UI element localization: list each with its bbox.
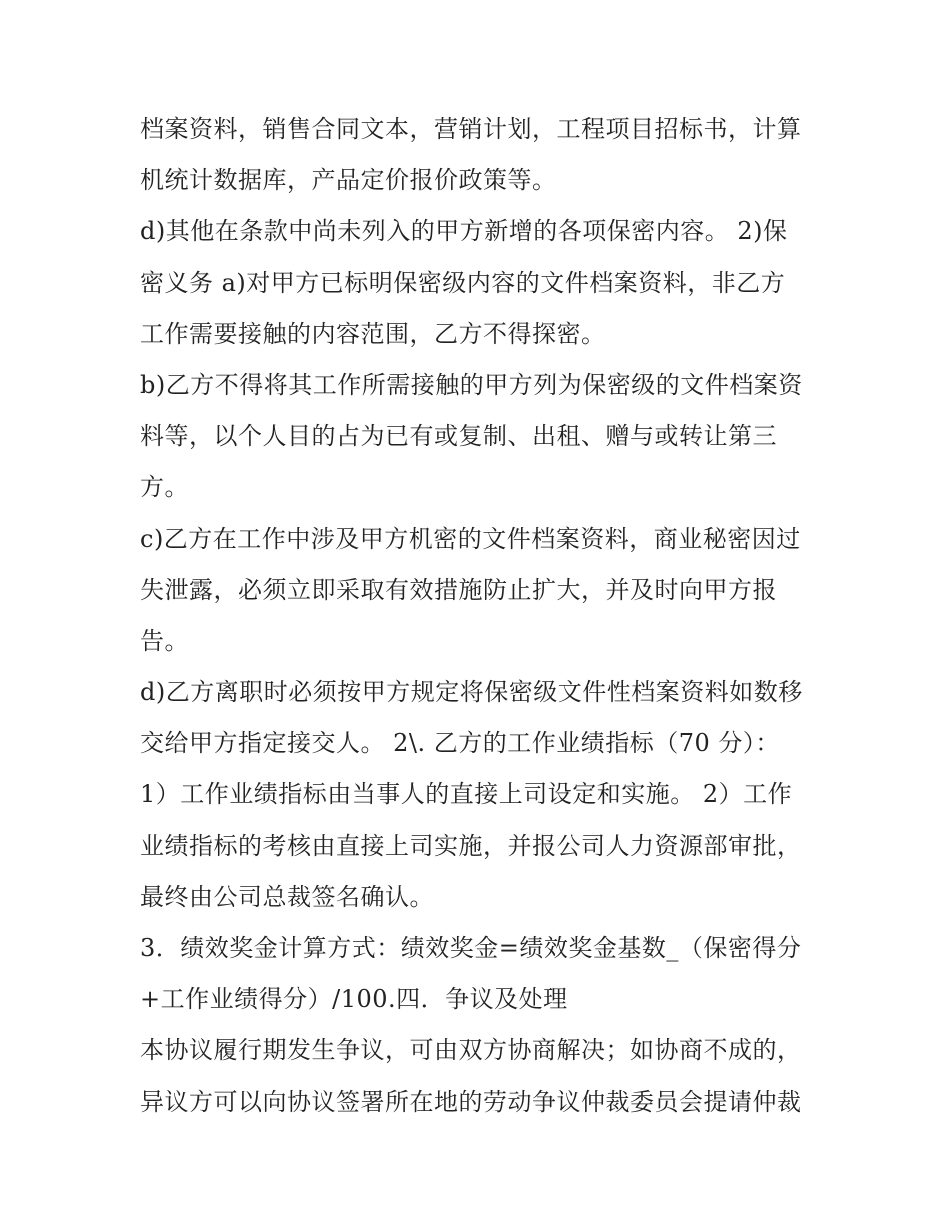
text-line: d)乙方离职时必须按甲方规定将保密级文件性档案资料如数移	[140, 678, 803, 707]
document-body	[140, 104, 830, 1128]
text-line: b)乙方不得将其工作所需接触的甲方列为保密级的文件档案资	[140, 370, 803, 399]
text-line: 业绩指标的考核由直接上司实施，并报公司人力资源部审批，	[140, 831, 802, 860]
text-line: 方。	[140, 473, 189, 502]
text-line: c)乙方在工作中涉及甲方机密的文件档案资料，商业秘密因过	[140, 524, 801, 553]
text-line: 交给甲方指定接交人。 2\. 乙方的工作业绩指标（70 分）：	[140, 729, 780, 758]
text-line: 1）工作业绩指标由当事人的直接上司设定和实施。 2）工作	[140, 780, 793, 809]
text-line: 最终由公司总裁签名确认。	[140, 882, 434, 911]
text-line: 机统计数据库，产品定价报价政策等。	[140, 166, 557, 195]
text-line: 异议方可以向协议签署所在地的劳动争议仲裁委员会提请仲裁	[140, 1087, 802, 1116]
text-line: 3．绩效奖金计算方式：绩效奖金=绩效奖金基数_（保密得分	[140, 934, 802, 962]
text-line: 工作需要接触的内容范围，乙方不得探密。	[140, 319, 606, 348]
text-line: 密义务 a)对甲方已标明保密级内容的文件档案资料，非乙方	[140, 268, 786, 297]
text-line: +工作业绩得分）/100.四．争议及处理	[140, 985, 568, 1014]
text-line: 料等，以个人目的占为已有或复制、出租、赠与或转让第三	[140, 422, 777, 451]
text-line: d)其他在条款中尚未列入的甲方新增的各项保密内容。 2)保	[140, 217, 788, 246]
text-line: 本协议履行期发生争议，可由双方协商解决；如协商不成的，	[140, 1036, 802, 1065]
text-line: 失泄露，必须立即采取有效措施防止扩大，并及时向甲方报	[140, 575, 777, 604]
text-line: 告。	[140, 626, 189, 655]
text-line: 档案资料，销售合同文本，营销计划，工程项目招标书，计算	[140, 115, 802, 143]
